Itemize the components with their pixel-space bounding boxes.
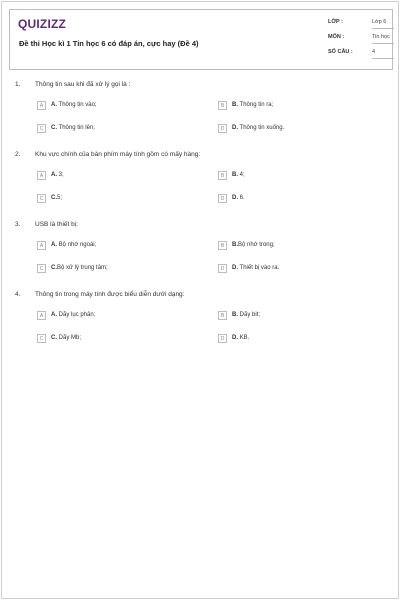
option-text: Dãy Mb; <box>57 335 82 341</box>
quizizz-logo: QUIZIZZ <box>18 17 67 31</box>
question-text: Thông tin trong máy tính được biểu diễn dưới dạng: <box>35 291 185 298</box>
option-letter-box: A <box>37 241 46 250</box>
option-text: Bộ nhớ ngoài; <box>57 242 97 248</box>
meta-count-value: 4 <box>372 49 394 59</box>
option-text: Thông tin vào; <box>57 102 97 108</box>
option-text: 3; <box>57 172 64 178</box>
option-text: 4; <box>238 172 245 178</box>
option-text: Dãy lục phân; <box>57 312 96 318</box>
option-text: Bộ nhớ trong; <box>238 242 275 248</box>
option-text: KB. <box>238 335 250 341</box>
option-letter-box: A <box>37 171 46 180</box>
meta-subject <box>328 34 390 49</box>
worksheet-title: Đề thi Học kì 1 Tin học 6 có đáp án, cực hay (Đề 4) <box>19 39 199 48</box>
meta-class-value: Lớp 6 <box>372 19 394 29</box>
question-number: 3. <box>15 221 21 228</box>
option-text: Thông tin lên; <box>57 125 95 131</box>
option-letter-box: C <box>37 124 46 133</box>
worksheet-meta <box>328 19 390 64</box>
worksheet-header <box>9 9 393 70</box>
option-letter-box: A <box>37 311 46 320</box>
option-text: Thông tin xuống. <box>238 125 285 131</box>
option-letter-box: C <box>37 194 46 203</box>
option-letter-box: B <box>218 171 227 180</box>
option-text: 6. <box>238 195 245 201</box>
option-letter-box: B <box>218 311 227 320</box>
option-letter-box: D <box>218 334 227 343</box>
question-text: USB là thiết bị: <box>35 221 78 228</box>
option-letter-box: A <box>37 101 46 110</box>
option-letter-box: B <box>218 101 227 110</box>
option-letter-box: C <box>37 264 46 273</box>
question-text: Khu vực chính của bàn phím máy tính gồm có mấy hàng: <box>35 151 201 158</box>
option-letter-box: B <box>218 241 227 250</box>
option-text: Thiết bị vào ra. <box>238 265 280 271</box>
option-text: 5; <box>57 195 63 201</box>
meta-count-label: SỐ CÂU : <box>328 49 353 55</box>
question-number: 4. <box>15 291 21 298</box>
option-letter-box: D <box>218 264 227 273</box>
worksheet-page: QUIZIZZ Đề thi Học kì 1 Tin học 6 có đáp án, cực hay (Đề 4) LỚP : Lớp 6 MÔN : Tin học SỐ CÂU : 4 1. Thông tin sau khi đã xử lý gọi là : A A. Thông tin vào; B B. Thông tin ra; C C. Thông tin lên; D D. Thông tin xuống. 2. Khu vực chính của bàn phím máy tính gồm có mấy hàng: A A. 3; B B. 4; C C.5; D D. 6. 3. USB là thiết bị: A A. Bộ nhớ ngoài; B B.Bộ nhớ trong; C C.Bộ xử lý trung tâm; D D. Thiết bị vào ra. 4. Thông tin trong máy tính được biểu diễn dưới dạng: A A. Dãy lục phân; B B. Dãy bit; C C. Dãy Mb; D D. KB. <box>1 1 399 599</box>
question-text: Thông tin sau khi đã xử lý gọi là : <box>35 81 131 88</box>
option-letter-box: D <box>218 194 227 203</box>
option-letter-box: C <box>37 334 46 343</box>
meta-class-label: LỚP : <box>328 19 343 25</box>
meta-subject-value: Tin học <box>372 34 394 44</box>
option-letter-box: D <box>218 124 227 133</box>
question-number: 1. <box>15 81 21 88</box>
option-text: Thông tin ra; <box>238 102 274 108</box>
meta-subject-label: MÔN : <box>328 34 345 40</box>
question-number: 2. <box>15 151 21 158</box>
option-text: Bộ xử lý trung tâm; <box>57 265 108 271</box>
meta-count <box>328 49 390 64</box>
option-text: Dãy bit; <box>238 312 261 318</box>
meta-class <box>328 19 390 34</box>
